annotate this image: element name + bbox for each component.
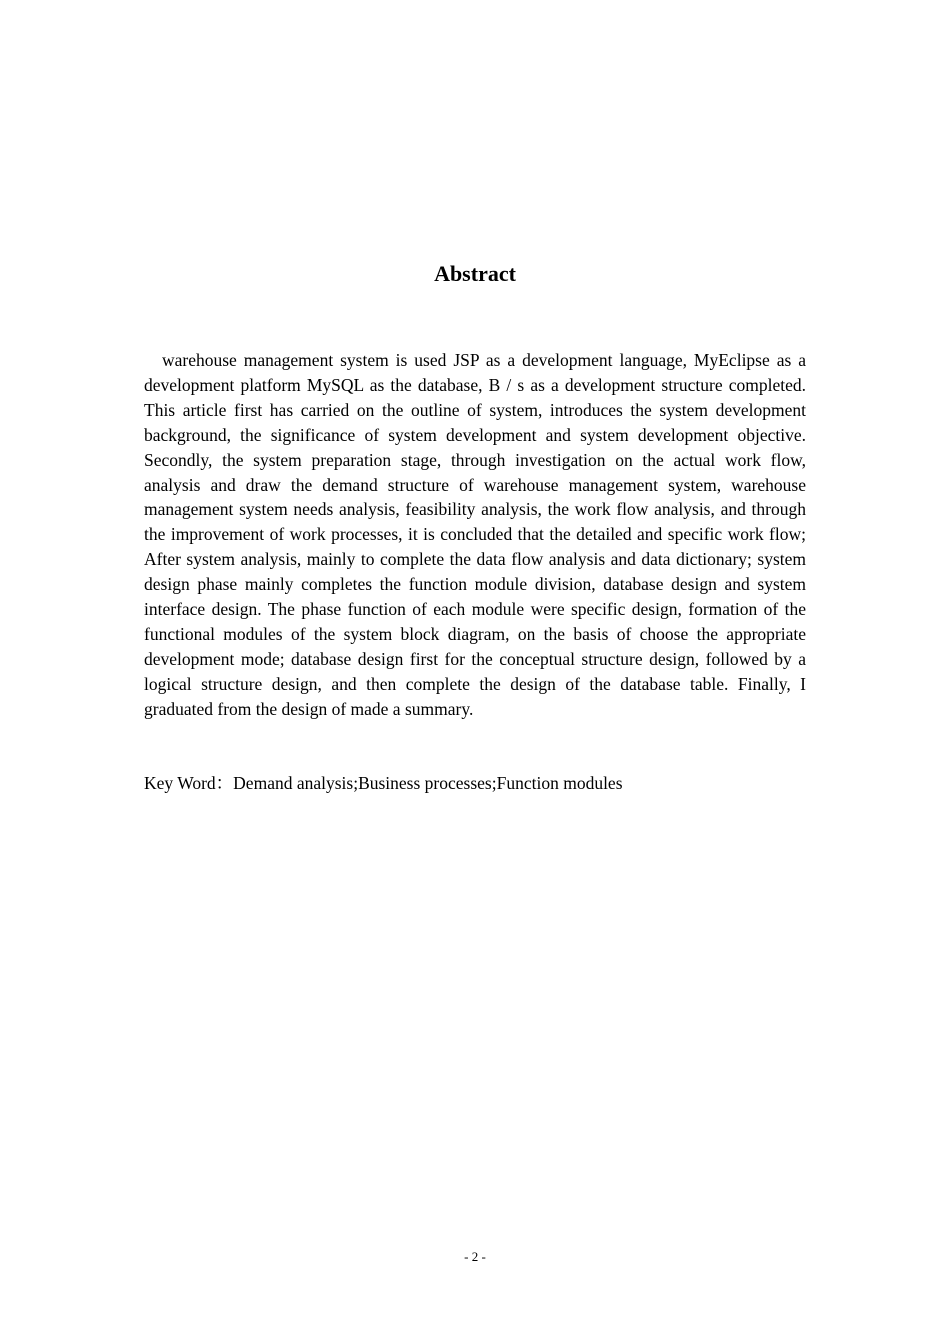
keywords-line: [144, 771, 806, 796]
keywords-label: Key Word：: [144, 773, 234, 793]
abstract-paragraph: warehouse management system is used JSP as a development language, MyEclipse as a development platform MySQL as the database, B / s as a development structure completed. This article first has carried on the outline of system, introduces the system development background, the significance of system development and system development objective. Secondly, the system preparation stage, through investigation on the actual work flow, analysis and draw the demand structure of warehouse management system, warehouse management system needs analysis, feasibility analysis, the work flow analysis, and through the improvement of work processes, it is concluded that the detailed and specific work flow; After system analysis, mainly to complete the data flow analysis and data dictionary; system design phase mainly completes the function module division, database design and system interface design. The phase function of each module were specific design, formation of the functional modules of the system block diagram, on the basis of choose the appropriate development mode; database design first for the conceptual structure design, followed by a logical structure design, and then complete the design of the database table. Finally, I graduated from the design of made a summary.: [144, 350, 806, 719]
page-title: Abstract: [434, 261, 516, 286]
keywords-list: Demand analysis;Business processes;Function modules: [233, 773, 623, 793]
page-number: - 2 -: [464, 1249, 486, 1264]
